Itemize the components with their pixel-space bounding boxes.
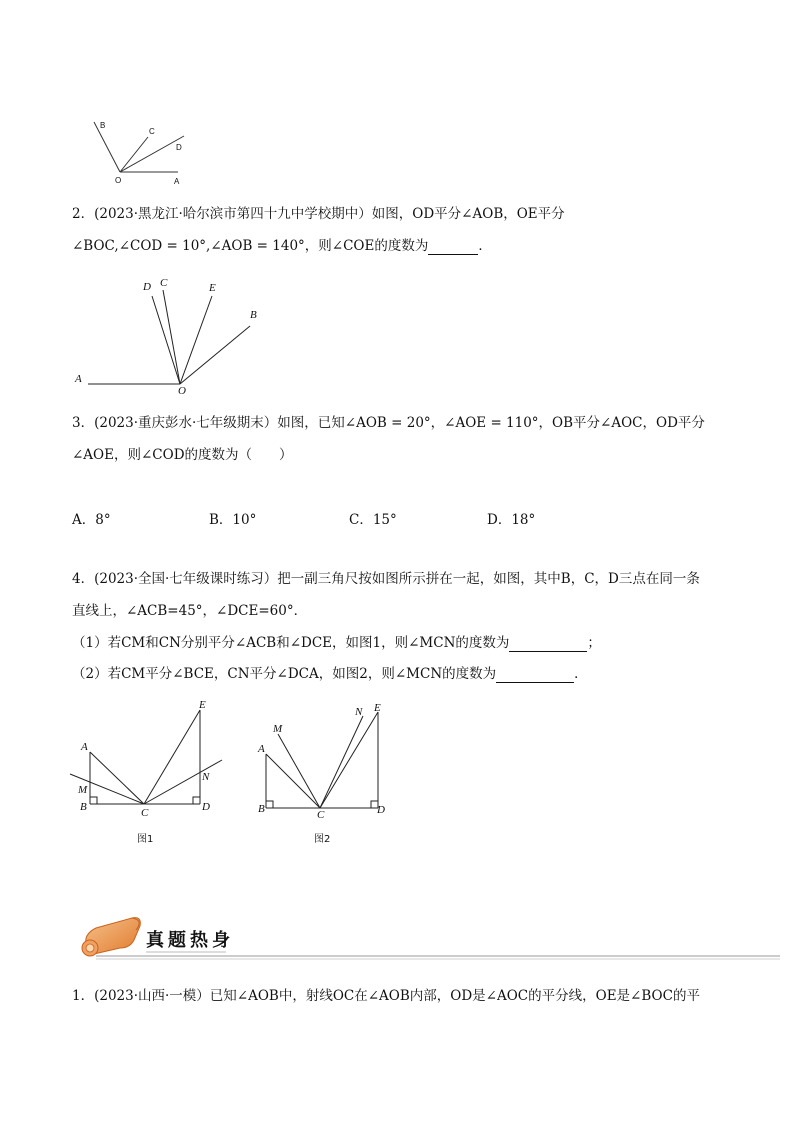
section-divider [96,950,780,964]
p1-line1: 1．(2023·山西·一模）已知∠AOB中，射线OC在∠AOB内部，OD是∠AOC的平分线，OE是∠BOC的平 [72,988,700,1004]
section-title: 真题热身 [146,930,234,951]
q4-fig1-label-a: A [81,741,88,753]
figure-q2-angles [70,280,270,400]
q4-line2: 直线上，∠ACB=45°，∠DCE=60°． [72,603,308,619]
q2-line2-end: ． [478,238,492,254]
figure-angle-top [80,112,200,192]
q2-fig-label-a: A [75,373,82,385]
q4-part2-blank[interactable] [496,668,574,683]
fig-label-c: C [149,127,155,136]
q3-line2: ∠AOE，则∠COD的度数为（ ） [72,447,293,463]
q4-fig2-label-b: B [258,803,265,815]
fig-label-d: D [176,143,182,152]
q4-fig1-caption: 图1 [137,834,154,845]
q4-fig1-label-d: D [202,801,210,813]
q3-option-b[interactable]: B．10° [209,512,257,528]
q2-line2-text: ∠BOC,∠COD = 10°,∠AOB = 140°，则∠COE的度数为 [72,238,429,254]
q2-fig-label-c: C [160,277,168,289]
q3-option-d[interactable]: D．18° [487,512,536,528]
q4-fig2-label-e: E [374,702,381,714]
q2-fig-label-b: B [250,309,257,321]
q2-answer-blank[interactable] [428,240,478,255]
fig-label-b: B [100,121,106,130]
q4-fig1-label-m: M [78,784,88,796]
q4-fig2-caption: 图2 [314,834,331,845]
q4-fig2-label-m: M [273,723,283,735]
q4-figure-2 [256,700,396,820]
q4-part2-end: ． [574,666,588,682]
q4-fig1-label-c: C [141,807,149,819]
fig-label-a: A [174,177,180,186]
fig-label-o: O [115,176,122,185]
q3-line1: 3．(2023·重庆彭水·七年级期末）如图，已知∠AOB = 20°，∠AOE = 110°，OB平分∠AOC，OD平分 [72,415,705,431]
q4-part2 [72,665,588,683]
q4-fig1-label-n: N [202,771,210,783]
q4-part1 [72,634,601,652]
q4-line1: 4．(2023·全国·七年级课时练习）把一副三角尺按如图所示拼在一起，如图，其中B，C，D三点在同一条 [72,571,700,587]
q2-line1: 2．(2023·黑龙江·哈尔滨市第四十九中学校期中）如图，OD平分∠AOB，OE平分 [72,206,565,222]
q4-fig1-label-b: B [80,801,87,813]
q4-fig2-label-d: D [377,804,385,816]
q2-line2 [72,237,492,255]
q2-fig-label-d: D [143,281,151,293]
q4-part2-text: （2）若CM平分∠BCE，CN平分∠DCA，如图2，则∠MCN的度数为 [72,666,497,682]
q2-fig-label-e: E [209,282,216,294]
q4-fig1-label-e: E [199,699,206,711]
q3-option-a[interactable]: A．8° [72,512,111,528]
q4-part1-end: ； [587,635,601,651]
q2-fig-label-o: O [178,385,186,397]
q4-part1-text: （1）若CM和CN分别平分∠ACB和∠DCE，如图1，则∠MCN的度数为 [72,635,510,651]
q3-option-c[interactable]: C．15° [349,512,397,528]
q4-fig2-label-a: A [258,743,265,755]
q4-fig2-label-n: N [355,706,363,718]
q4-fig2-label-c: C [317,809,325,821]
q4-part1-blank[interactable] [509,637,587,652]
